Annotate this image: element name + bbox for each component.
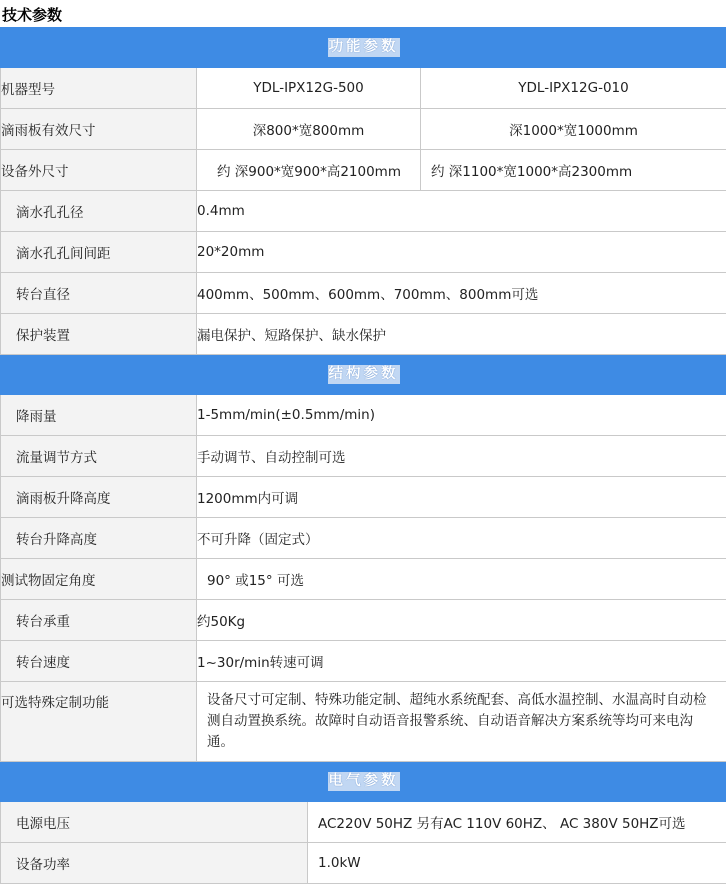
- spec-table: [0, 27, 726, 884]
- table-row: [1, 843, 726, 884]
- row-value: 约 深1100*宽1000*高2300mm: [421, 150, 726, 191]
- table-row: [1, 682, 726, 762]
- table-row: [1, 109, 726, 150]
- row-label: 滴雨板有效尺寸: [1, 109, 197, 150]
- table-row: [1, 802, 726, 843]
- table-row: [1, 436, 726, 477]
- row-label: 流量调节方式: [1, 436, 197, 477]
- row-value: 约50Kg: [197, 600, 726, 641]
- row-value: YDL-IPX12G-500: [197, 68, 421, 109]
- section-title-electrical: 电气参数: [328, 773, 399, 789]
- row-value: 90° 或15° 可选: [197, 559, 726, 600]
- row-label: 降雨量: [1, 395, 197, 436]
- row-value: 400mm、500mm、600mm、700mm、800mm可选: [197, 273, 726, 314]
- page-title: 技术参数: [2, 6, 63, 24]
- row-value: 1200mm内可调: [197, 477, 726, 518]
- table-row: [1, 641, 726, 682]
- row-label: 转台承重: [1, 600, 197, 641]
- row-value: 约 深900*宽900*高2100mm: [197, 150, 421, 191]
- row-label: 机器型号: [1, 68, 197, 109]
- table-row: [1, 68, 726, 109]
- row-value: 深1000*宽1000mm: [421, 109, 726, 150]
- row-label: 转台升降高度: [1, 518, 197, 559]
- section-title-function: 功能参数: [328, 39, 399, 55]
- row-label: 滴雨板升降高度: [1, 477, 197, 518]
- row-label: 保护装置: [1, 314, 197, 355]
- section-header-function: [1, 28, 726, 68]
- row-label: 滴水孔孔间间距: [1, 232, 197, 273]
- row-value: 手动调节、自动控制可选: [197, 436, 726, 477]
- section-header-electrical: [1, 762, 726, 802]
- table-row: [1, 395, 726, 436]
- row-value: 20*20mm: [197, 232, 726, 273]
- section-header-structure: [1, 355, 726, 395]
- table-row: [1, 191, 726, 232]
- row-value: 漏电保护、短路保护、缺水保护: [197, 314, 726, 355]
- row-value: 1~30r/min转速可调: [197, 641, 726, 682]
- row-label: 转台直径: [1, 273, 197, 314]
- row-value: 深800*宽800mm: [197, 109, 421, 150]
- row-label: 可选特殊定制功能: [1, 682, 197, 762]
- row-label: 转台速度: [1, 641, 197, 682]
- table-row: [1, 600, 726, 641]
- row-value: 不可升降（固定式）: [197, 518, 726, 559]
- row-label: 滴水孔孔径: [1, 191, 197, 232]
- row-value: 设备尺寸可定制、特殊功能定制、超纯水系统配套、高低水温控制、水温高时自动检测自动置换系统。故障时自动语音报警系统、自动语音解决方案系统等均可来电沟通。: [197, 682, 726, 762]
- table-row: [1, 518, 726, 559]
- row-value: 1.0kW: [308, 843, 726, 884]
- table-row: [1, 150, 726, 191]
- table-row: [1, 314, 726, 355]
- row-label: 电源电压: [1, 802, 308, 843]
- table-row: [1, 559, 726, 600]
- row-label: 测试物固定角度: [1, 559, 197, 600]
- table-row: [1, 232, 726, 273]
- section-title-structure: 结构参数: [328, 366, 399, 382]
- table-row: [1, 273, 726, 314]
- row-label: 设备功率: [1, 843, 308, 884]
- row-value: YDL-IPX12G-010: [421, 68, 726, 109]
- row-value: AC220V 50HZ 另有AC 110V 60HZ、 AC 380V 50HZ可选: [308, 802, 726, 843]
- row-label: 设备外尺寸: [1, 150, 197, 191]
- row-value: 0.4mm: [197, 191, 726, 232]
- row-value: 1-5mm/min(±0.5mm/min): [197, 395, 726, 436]
- table-row: [1, 477, 726, 518]
